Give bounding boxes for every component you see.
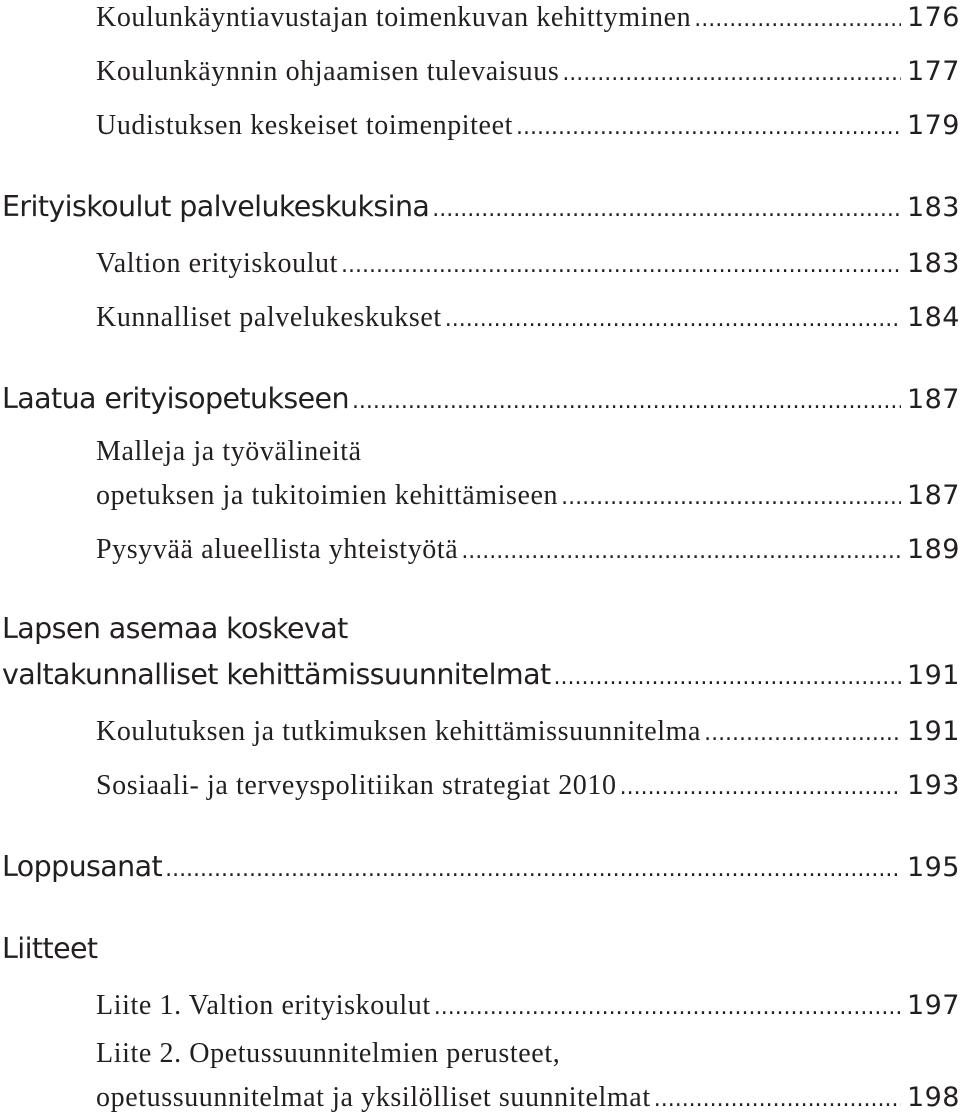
toc-page-number: 176: [906, 2, 960, 33]
toc-entry-title-line2: opetuksen ja tukitoimien kehittämiseen: [96, 480, 559, 511]
toc-page-number: 198: [906, 1082, 960, 1113]
toc-entry[interactable]: [96, 480, 960, 512]
dot-leader: [561, 485, 901, 510]
dot-leader: [694, 7, 901, 32]
toc-entry[interactable]: [96, 770, 960, 802]
toc-entry[interactable]: [96, 110, 960, 142]
toc-entry[interactable]: [96, 56, 960, 88]
dot-leader: [562, 61, 901, 86]
toc-entry-title-line1: Liite 2. Opetussuunnitelmien perusteet,: [96, 1038, 561, 1069]
dot-leader: [516, 115, 901, 140]
dot-leader: [432, 197, 901, 222]
toc-entry-title-line2: opetussuunnitelmat ja yksilölliset suunnitelmat: [96, 1082, 651, 1113]
dot-leader: [445, 307, 901, 332]
toc-section-title-line2: valtakunnalliset kehittämissuunnitelmat: [2, 658, 551, 691]
dot-leader: [620, 775, 901, 800]
toc-entry-title: Sosiaali- ja terveyspolitiikan strategiat 2010: [96, 770, 617, 801]
dot-leader: [461, 539, 901, 564]
toc-page-number: 187: [906, 480, 960, 511]
toc-entry-title: Koulunkäyntiavustajan toimenkuvan kehittyminen: [96, 2, 692, 33]
toc-page-number: 183: [906, 248, 960, 279]
dot-leader: [434, 995, 901, 1020]
toc-page-number: 191: [906, 660, 960, 691]
toc-entry-title: Pysyvää alueellista yhteistyötä: [96, 534, 459, 565]
dot-leader: [352, 389, 901, 414]
toc-section[interactable]: [2, 658, 960, 691]
dot-leader: [554, 665, 901, 690]
toc-section-title: Liitteet: [2, 932, 98, 965]
toc-entry-title-line1: Malleja ja työvälineitä: [96, 436, 362, 467]
toc-section-title: Laatua erityisopetukseen: [2, 382, 349, 415]
toc-page-number: 189: [906, 534, 960, 565]
toc-page-number: 177: [906, 56, 960, 87]
toc-entry[interactable]: [96, 2, 960, 34]
toc-section[interactable]: [2, 190, 960, 223]
toc-section[interactable]: [2, 850, 960, 883]
toc-entry-title: Koulutuksen ja tutkimuksen kehittämissuunnitelma: [96, 716, 702, 747]
toc-page-number: 191: [906, 716, 960, 747]
toc-section[interactable]: [2, 382, 960, 415]
toc-page-number: 184: [906, 302, 960, 333]
toc-page-number: 187: [906, 384, 960, 415]
toc-entry[interactable]: [96, 248, 960, 280]
toc-entry-title: Uudistuksen keskeiset toimenpiteet: [96, 110, 513, 141]
toc-entry[interactable]: [96, 990, 960, 1022]
toc-page-number: 195: [906, 852, 960, 883]
toc-section-title: Loppusanat: [2, 850, 163, 883]
toc-entry-title: Kunnalliset palvelukeskukset: [96, 302, 442, 333]
toc-entry[interactable]: [96, 302, 960, 334]
toc-entry[interactable]: [96, 1082, 960, 1114]
toc-section-title-line1: Lapsen asemaa koskevat: [2, 612, 348, 645]
toc-page-number: 179: [906, 110, 960, 141]
toc-page-number: 183: [906, 192, 960, 223]
toc-section-title: Erityiskoulut palvelukeskuksina: [2, 190, 430, 223]
toc-entry-title: Koulunkäynnin ohjaamisen tulevaisuus: [96, 56, 560, 87]
dot-leader: [165, 857, 901, 882]
toc-page-number: 193: [906, 770, 960, 801]
toc-entry-title: Valtion erityiskoulut: [96, 248, 339, 279]
toc-entry[interactable]: [96, 716, 960, 748]
dot-leader: [341, 253, 901, 278]
toc-entry[interactable]: [96, 534, 960, 566]
dot-leader: [654, 1087, 901, 1112]
toc-entry-title: Liite 1. Valtion erityiskoulut: [96, 990, 431, 1021]
dot-leader: [704, 721, 901, 746]
toc-page-number: 197: [906, 990, 960, 1021]
